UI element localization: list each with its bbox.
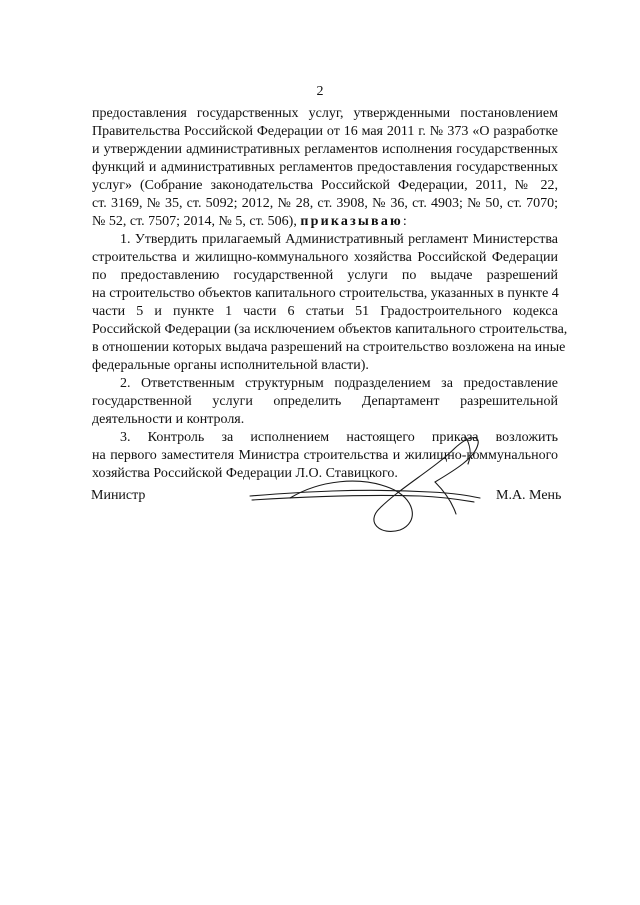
text-line: по предоставлению государственной услуги по выдаче разрешений xyxy=(92,268,558,283)
text-line: функций и административных регламентов предоставления государственных xyxy=(92,160,558,175)
text-line: на строительство объектов капитального строительства, указанных в пункте 4 xyxy=(92,286,559,301)
text-line: Российской Федерации (за исключением объектов капитального строительства, xyxy=(92,322,568,337)
text-line: государственной услуги определить Департамент разрешительной xyxy=(92,394,558,409)
text-line: ст. 3169, № 35, ст. 5092; 2012, № 28, ст. 3908, № 36, ст. 4903; № 50, ст. 7070; xyxy=(92,196,558,211)
signature-name: М.А. Мень xyxy=(496,488,562,503)
text-line: Правительства Российской Федерации от 16 мая 2011 г. № 373 «О разработке xyxy=(92,124,558,139)
text-line: в отношении которых выдача разрешений на строительство возложена на иные xyxy=(92,340,566,355)
text-line: 3. Контроль за исполнением настоящего приказа возложить xyxy=(120,430,558,445)
signature-title: Министр xyxy=(91,488,146,503)
text-line: 1. Утвердить прилагаемый Административный регламент Министерства xyxy=(120,232,558,247)
text-line: части 5 и пункте 1 части 6 статьи 51 Градостроительного кодекса xyxy=(92,304,558,319)
text-span: № 52, ст. 7507; 2014, № 5, ст. 506), xyxy=(92,214,297,229)
handwritten-signature xyxy=(230,430,490,540)
text-line: и утверждении административных регламентов исполнения государственных xyxy=(92,142,558,157)
text-line: на первого заместителя Министра строительства и жилищно-коммунального xyxy=(92,448,558,463)
order-keyword: приказываю xyxy=(300,214,403,229)
page-number: 2 xyxy=(316,84,324,99)
text-line: хозяйства Российской Федерации Л.О. Ставицкого. xyxy=(92,466,398,481)
text-line: деятельности и контроля. xyxy=(92,412,245,427)
text-line xyxy=(92,214,407,230)
text-line: услуг» (Собрание законодательства Российской Федерации, 2011, № 22, xyxy=(92,178,558,193)
text-line: предоставления государственных услуг, утвержденными постановлением xyxy=(92,106,558,121)
text-line: федеральные органы исполнительной власти). xyxy=(92,358,369,373)
text-line: 2. Ответственным структурным подразделением за предоставление xyxy=(120,376,558,391)
text-line: строительства и жилищно-коммунального хозяйства Российской Федерации xyxy=(92,250,558,265)
text-span: : xyxy=(402,214,407,229)
